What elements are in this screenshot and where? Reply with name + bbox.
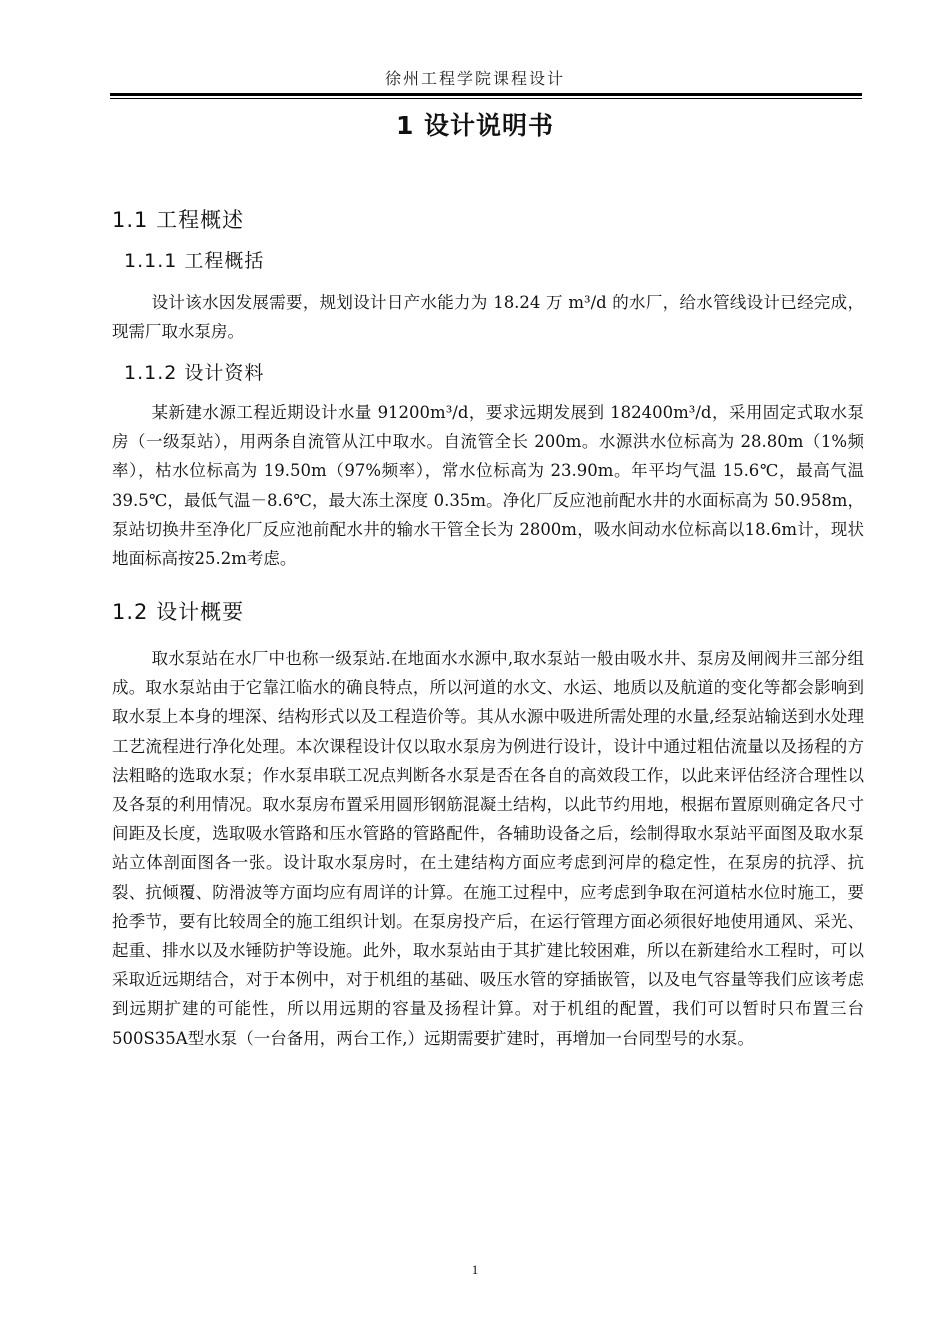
running-header: 徐州工程学院课程设计 bbox=[384, 69, 565, 88]
paragraph-1-1-2: 某新建水源工程近期设计水量 91200m³/d，要求远期发展到 182400m³/d，采用固定式取水泵房（一级泵站），用两条自流管从江中取水。自流管全长 200m。水源洪水位标高为 28.80m（1%频率），枯水位标高为 19.50m（97%频率），常水位标高为 23.90m。年平均气温 15.6℃，最高气温 39.5℃，最低气温－8.6℃，最大冻土深度 0.35m。净化厂反应池前配水井的水面标高为 50.958m，泵站切换井至净化厂反应池前配水井的输水干管全长为 2800m，吸水间动水位标高以18.6m计，现状地面标高按25.2m考虑。 bbox=[112, 403, 864, 569]
paragraph-1-2: 取水泵站在水厂中也称一级泵站.在地面水水源中,取水泵站一般由吸水井、泵房及闸阀井三部分组成。取水泵站由于它靠江临水的确良特点，所以河道的水文、水运、地质以及航道的变化等都会影响到取水泵上本身的埋深、结构形式以及工程造价等。其从水源中吸进所需处理的水量,经泵站输送到水处理工艺流程进行净化处理。本次课程设计仅以取水泵房为例进行设计，设计中通过粗估流量以及扬程的方法粗略的选取水泵；作水泵串联工况点判断各水泵是否在各自的高效段工作，以此来评估经济合理性以及各泵的利用情况。取水泵房布置采用圆形钢筋混凝土结构，以此节约用地，根据布置原则确定各尺寸间距及长度，选取吸水管路和压水管路的管路配件，各辅助设备之后，绘制得取水泵站平面图及取水泵站立体剖面图各一张。设计取水泵房时，在土建结构方面应考虑到河岸的稳定性，在泵房的抗浮、抗裂、抗倾覆、防滑波等方面均应有周详的计算。在施工过程中，应考虑到争取在河道枯水位时施工，要抢季节，要有比较周全的施工组织计划。在泵房投产后，在运行管理方面必须很好地使用通风、采光、起重、排水以及水锤防护等设施。此外，取水泵站由于其扩建比较困难，所以在新建给水工程时，可以采取近远期结合，对于本例中，对于机组的基础、吸压水管的穿插嵌管，以及电气容量等我们应该考虑到远期扩建的可能性，所以用远期的容量及扬程计算。对于机组的配置，我们可以暂时只布置三台500S35A型水泵（一台备用，两台工作,）远期需要扩建时，再增加一台同型号的水泵。 bbox=[112, 649, 864, 1048]
chapter-title: 1 设计说明书 bbox=[395, 111, 555, 140]
section-heading-1-1: 1.1 工程概述 bbox=[112, 208, 245, 232]
page-number: 1 bbox=[471, 1262, 479, 1277]
section-heading-1-2: 1.2 设计概要 bbox=[112, 600, 245, 624]
header-rule-thin bbox=[110, 98, 862, 99]
section-heading-1-1-1: 1.1.1 工程概括 bbox=[124, 250, 265, 272]
section-heading-1-1-2: 1.1.2 设计资料 bbox=[124, 362, 265, 384]
paragraph-1-1-1: 设计该水因发展需要，规划设计日产水能力为 18.24 万 m³/d 的水厂，给水管线设计已经完成，现需厂取水泵房。 bbox=[112, 293, 864, 342]
header-rule bbox=[110, 93, 862, 96]
